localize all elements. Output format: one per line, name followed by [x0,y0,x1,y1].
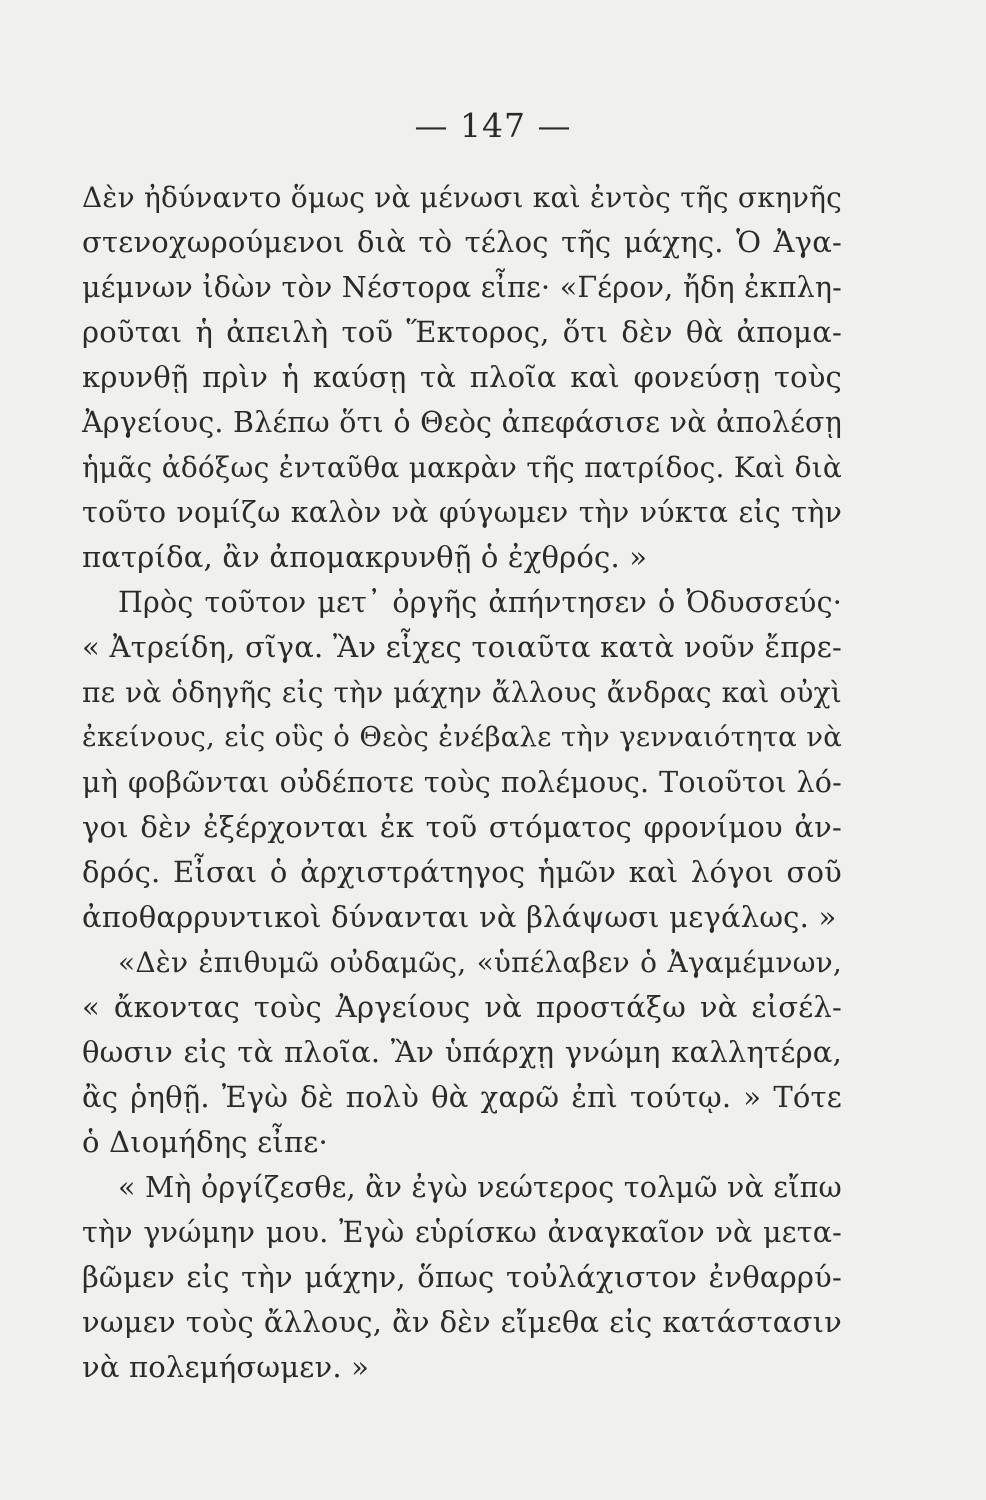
text-line: Δὲν ἠδύναντο ὅμως νὰ μένωσι καὶ ἐντὸς τῆς σκηνῆς [82,181,842,214]
text-line: « Ἀτρείδη, σῖγα. Ἂν εἶχες τοιαῦτα κατὰ νοῦν ἔπρε- [82,630,842,664]
text-line: θωσιν εἰς τὰ πλοῖα. Ἂν ὑπάρχῃ γνώμη καλλητέρα, [82,1035,842,1069]
text-line: ἂς ῥηθῇ. Ἐγὼ δὲ πολὺ θὰ χαρῶ ἐπὶ τούτῳ. » Τότε [82,1080,842,1114]
text-line: βῶμεν εἰς τὴν μάχην, ὅπως τοὐλάχιστον ἐνθαρρύ- [82,1260,842,1294]
text-line: Ἀργείους. Βλέπω ὅτι ὁ Θεὸς ἀπεφάσισε νὰ ἀπολέσῃ [82,406,842,439]
text-line: τὴν γνώμην μου. Ἐγὼ εὑρίσκω ἀναγκαῖον νὰ μετα- [82,1216,842,1249]
text-line: ὁ Διομήδης εἶπε· [82,1125,328,1159]
text-line: « Μὴ ὀργίζεσθε, ἂν ἐγὼ νεώτερος τολμῶ νὰ εἴπω [118,1171,842,1204]
text-line: στενοχωρούμενοι διὰ τὸ τέλος τῆς μάχης. Ὁ Ἀγα- [82,225,842,259]
text-line: νὰ πολεμήσωμεν. » [82,1350,370,1384]
page-number: — 147 — [414,106,572,145]
text-line: μέμνων ἰδὼν τὸν Νέστορα εἶπε· «Γέρον, ἤδη ἐκπλη- [82,271,842,304]
text-line: κρυνθῇ πρὶν ἡ καύσῃ τὰ πλοῖα καὶ φονεύσῃ τοὺς [82,360,842,394]
text-line: μὴ φοβῶνται οὐδέποτε τοὺς πολέμους. Τοιοῦτοι λό- [82,766,842,799]
text-line: ἀποθαρρυντικοὶ δύνανται νὰ βλάψωσι μεγάλως. » [82,900,837,934]
text-line: « ἄκοντας τοὺς Ἀργείους νὰ προστάξω νὰ εἰσέλ- [82,990,842,1024]
body-text [82,175,842,1390]
text-line: ἡμᾶς ἀδόξως ἐνταῦθα μακρὰν τῆς πατρίδος. Καὶ διὰ [82,451,842,484]
text-line: ἐκείνους, εἰς οὓς ὁ Θεὸς ἐνέβαλε τὴν γενναιότητα νὰ [82,721,842,753]
text-line: πε νὰ ὁδηγῆς εἰς τὴν μάχην ἄλλους ἄνδρας καὶ οὐχὶ [82,676,842,709]
text-line: ροῦται ἡ ἀπειλὴ τοῦ Ἕκτορος, ὅτι δὲν θὰ ἀπομα- [82,315,842,349]
text-line: «Δὲν ἐπιθυμῶ οὐδαμῶς, «ὑπέλαβεν ὁ Ἀγαμέμνων, [118,946,842,979]
text-line: τοῦτο νομίζω καλὸν νὰ φύγωμεν τὴν νύκτα εἰς τὴν [82,496,842,529]
text-line: πατρίδα, ἂν ἀπομακρυνθῇ ὁ ἐχθρός. » [82,540,648,574]
text-line: γοι δὲν ἐξέρχονται ἐκ τοῦ στόματος φρονίμου ἀν- [82,810,842,844]
text-line: δρός. Εἶσαι ὁ ἀρχιστράτηγος ἡμῶν καὶ λόγοι σοῦ [82,855,842,889]
text-line: νωμεν τοὺς ἄλλους, ἂν δὲν εἴμεθα εἰς κατάστασιν [82,1305,842,1339]
text-line: Πρὸς τοῦτον μετ᾽ ὀργῆς ἀπήντησεν ὁ Ὀδυσσεύς· [118,586,842,619]
